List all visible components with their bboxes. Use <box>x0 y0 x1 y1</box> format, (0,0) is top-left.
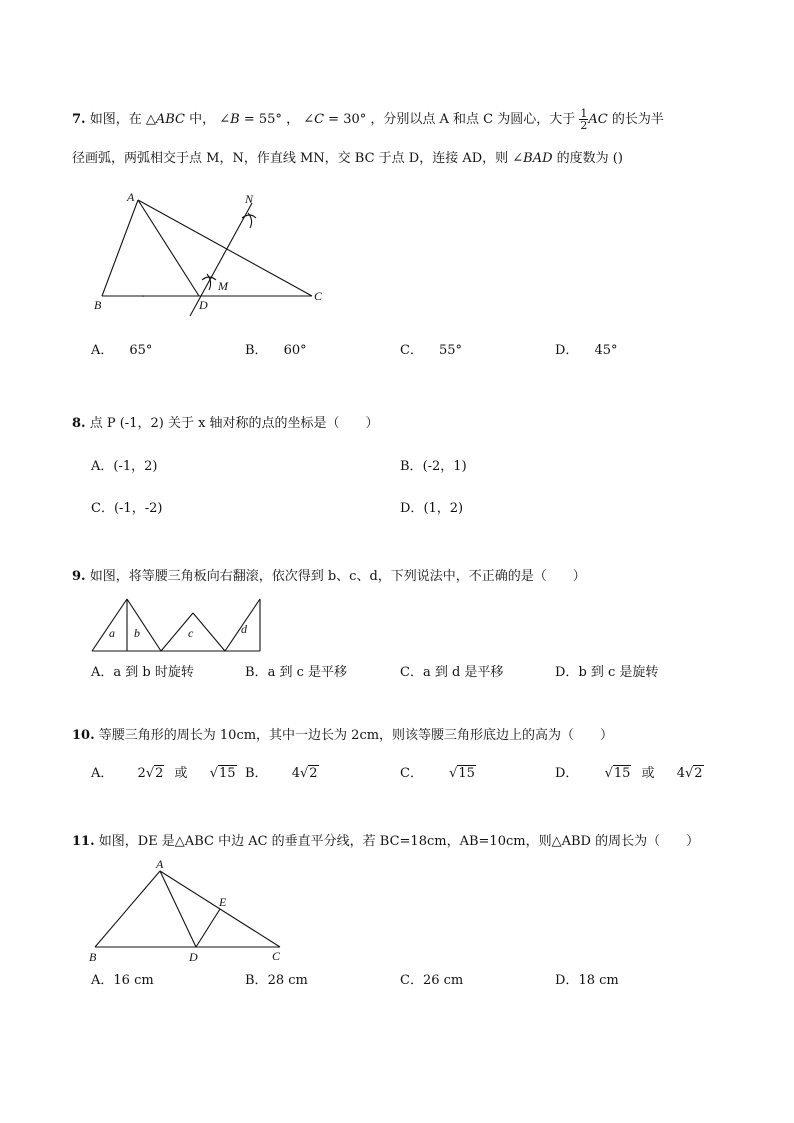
q11-option-b[interactable]: B．28 cm <box>245 973 308 988</box>
q11-label-c: C <box>272 949 281 963</box>
sqrt-symbol: √15 <box>449 766 475 781</box>
q8-option-c[interactable]: C．(-1，-2) <box>91 501 163 516</box>
q7-label-n: N <box>245 192 254 206</box>
q7-stem-line2: 径画弧，两弧相交于点 M，N，作直线 MN，交 BC 于点 D，连接 AD，则 ∠BAD 的度数为 () <box>72 151 623 166</box>
q8-option-a[interactable]: A．(-1，2) <box>91 459 158 474</box>
q9-figure <box>88 596 268 656</box>
q11-option-a[interactable]: A．16 cm <box>91 973 154 988</box>
q7-number: 7. <box>72 112 86 127</box>
q9-option-c[interactable]: C．a 到 d 是平移 <box>400 665 504 680</box>
half-fraction: $\frac{1}{2}$ <box>580 107 588 132</box>
q11-option-d[interactable]: D．18 cm <box>555 973 619 988</box>
q7-segment-ad <box>138 200 199 296</box>
q10-option-a[interactable]: A． 2√2 或 √15 <box>91 766 236 781</box>
q9-label-b: b <box>134 626 140 640</box>
q11-option-c[interactable]: C．26 cm <box>400 973 464 988</box>
q8-option-b[interactable]: B．(-2，1) <box>400 459 467 474</box>
sqrt-symbol: √15 <box>604 766 631 781</box>
q11-label-b: B <box>89 950 97 964</box>
q9-label-c: c <box>188 626 194 640</box>
q7-label-d: D <box>199 298 208 312</box>
q9-label-d: d <box>241 622 247 636</box>
sqrt-symbol: √2 <box>685 766 703 781</box>
q9-option-b[interactable]: B．a 到 c 是平移 <box>245 665 347 680</box>
sqrt-symbol: √15 <box>209 766 236 781</box>
q10-option-d[interactable]: D． √15 或 4√2 <box>555 766 703 781</box>
q10-option-c[interactable]: C． √15 <box>400 766 475 781</box>
q10-stem: 10. 等腰三角形的周长为 10cm，其中一边长为 2cm，则该等腰三角形底边上的高为（ ） <box>72 728 614 743</box>
q8-stem: 8. 点 P (-1，2) 关于 x 轴对称的点的坐标是（ ） <box>72 416 379 431</box>
q7-label-b: B <box>94 298 102 312</box>
q7-stem-line1: 7. 如图，在 △ABC 中， ∠B = 55° ， ∠C = 30° ，分别以点 A 和点 C 为圆心，大于 $\frac{1}{2}$ AC 的长为半 <box>72 107 664 132</box>
q7-segment-ab <box>102 200 138 296</box>
q11-label-e: E <box>219 895 227 909</box>
q7-option-a[interactable]: A． 65° <box>91 343 153 358</box>
q7-option-b[interactable]: B． 60° <box>245 343 307 358</box>
sqrt-symbol: √2 <box>145 766 164 781</box>
q9-option-a[interactable]: A．a 到 b 时旋转 <box>91 665 194 680</box>
q7-label-m: M <box>218 279 228 293</box>
q7-label-c: C <box>314 289 323 303</box>
q11-segment-ab <box>95 871 160 947</box>
q11-figure <box>86 856 296 966</box>
q7-label-a: A <box>127 190 135 204</box>
q9-option-d[interactable]: D．b 到 c 是旋转 <box>555 665 659 680</box>
q9-stem: 9. 如图，将等腰三角板向右翻滚，依次得到 b、c、d，下列说法中，不正确的是（ ） <box>72 569 586 584</box>
q7-option-c[interactable]: C． 55° <box>400 343 462 358</box>
q10-option-b[interactable]: B． 4√2 <box>245 766 318 781</box>
q11-stem: 11. 如图，DE 是△ABC 中边 AC 的垂直平分线，若 BC=18cm，AB=10cm，则△ABD 的周长为（ ） <box>72 834 700 849</box>
q9-label-a: a <box>109 626 115 640</box>
q7-figure <box>88 188 338 320</box>
q11-label-a: A <box>156 857 164 871</box>
q11-label-d: D <box>189 950 198 964</box>
q7-option-d[interactable]: D． 45° <box>555 343 618 358</box>
sqrt-symbol: √2 <box>299 766 318 781</box>
q11-segment-de <box>196 909 220 947</box>
q8-option-d[interactable]: D．(1，2) <box>400 501 464 516</box>
